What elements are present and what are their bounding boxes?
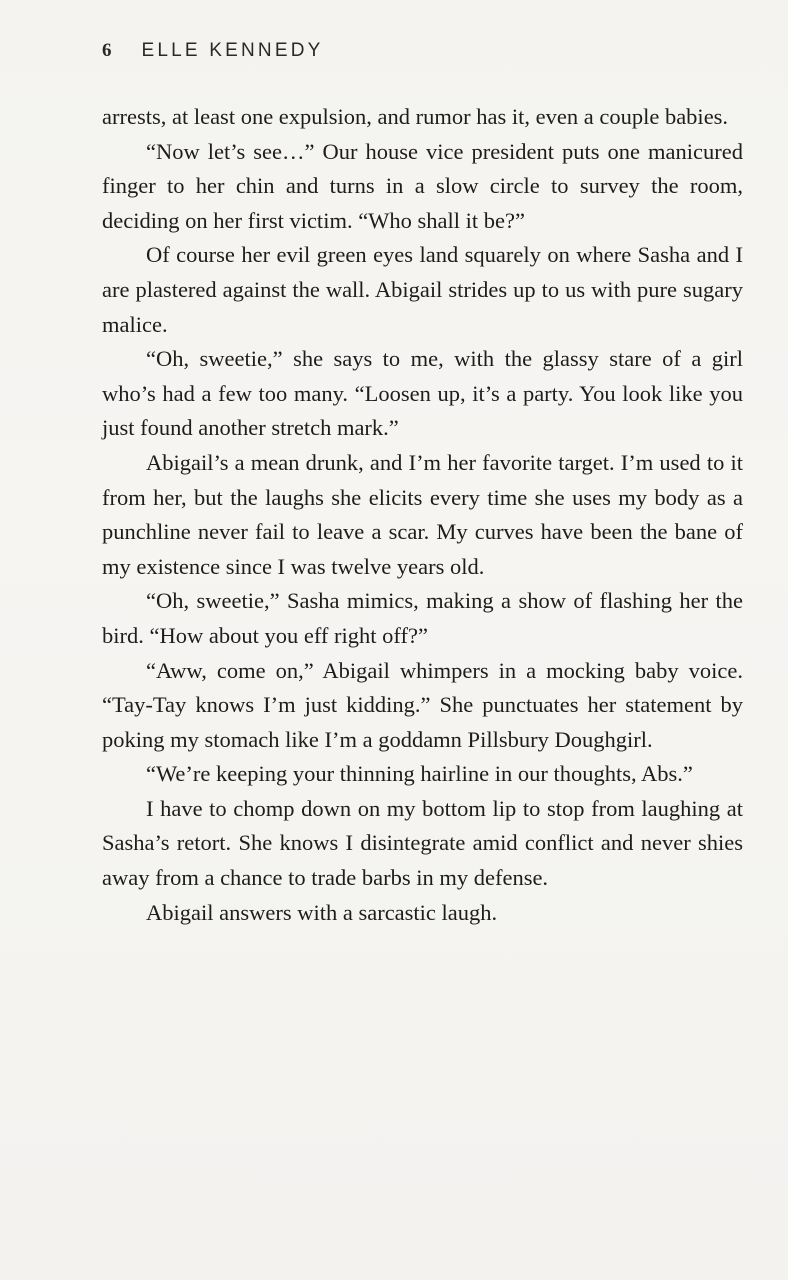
paragraph: “Oh, sweetie,” she says to me, with the glassy stare of a girl who’s had a few too many. “Loosen up, it’s a party. You look like you just found another stretch mark.” <box>102 346 743 441</box>
page-number: 6 <box>102 40 112 61</box>
running-head <box>102 40 324 68</box>
paragraph: Abigail’s a mean drunk, and I’m her favorite target. I’m used to it from her, but the laughs she elicits every time she uses my body as a punchline never fail to leave a scar. My curves have been the bane of my existence since I was twelve years old. <box>102 449 743 579</box>
paragraph: Of course her evil green eyes land squarely on where Sasha and I are plastered against the wall. Abigail strides up to us with pure sugary malice. <box>102 242 743 337</box>
body-text <box>102 100 743 930</box>
author-name: ELLE KENNEDY <box>141 40 324 61</box>
paragraph: arrests, at least one expulsion, and rumor has it, even a couple babies. <box>102 104 729 129</box>
paragraph: “Aww, come on,” Abigail whimpers in a mocking baby voice. “Tay-Tay knows I’m just kidding.” She punctuates her statement by poking my stomach like I’m a goddamn Pillsbury Doughgirl. <box>102 657 743 752</box>
paragraph: “Oh, sweetie,” Sasha mimics, making a show of flashing her the bird. “How about you eff right off?” <box>102 588 743 648</box>
paragraph: I have to chomp down on my bottom lip to stop from laughing at Sasha’s retort. She knows I disintegrate amid conflict and never shies away from a chance to trade barbs in my defense. <box>102 795 743 891</box>
paragraph: “We’re keeping your thinning hairline in our thoughts, Abs.” <box>146 761 693 787</box>
paragraph: Abigail answers with a sarcastic laugh. <box>146 899 498 925</box>
paragraph: “Now let’s see…” Our house vice president puts one manicured finger to her chin and turns in a slow circle to survey the room, deciding on her first victim. “Who shall it be?” <box>102 138 743 233</box>
